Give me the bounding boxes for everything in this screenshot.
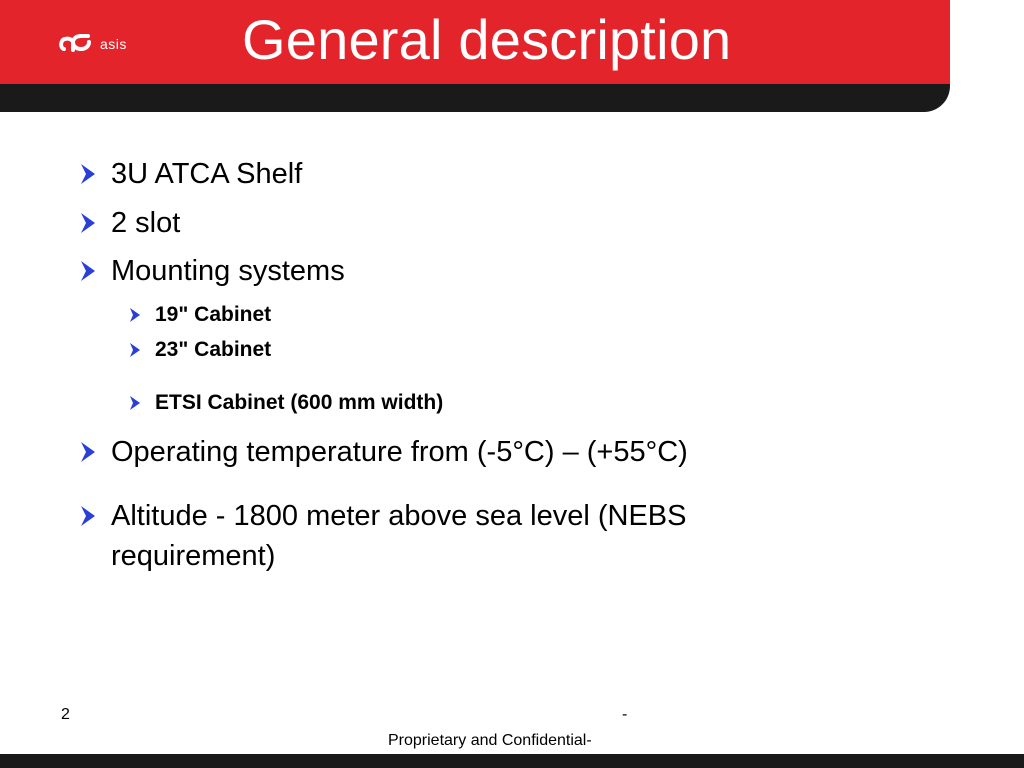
bullet-item <box>76 154 302 194</box>
confidential-notice: Proprietary and Confidential- <box>388 732 592 749</box>
bullet-item <box>76 251 345 291</box>
footer-dash: - <box>622 706 628 723</box>
bullet-text: Altitude - 1800 meter above sea level (NEBS requirement) <box>111 500 687 572</box>
sub-bullet-item <box>127 388 443 418</box>
logo-text: asis <box>100 36 127 52</box>
slide-title: General description <box>242 8 732 71</box>
bullet-text: 3U ATCA Shelf <box>111 158 303 190</box>
sub-bullet-item <box>127 300 271 330</box>
sub-bullet-item <box>127 335 271 365</box>
arrow-bullet-icon <box>127 341 143 359</box>
bullet-text: 23" Cabinet <box>155 338 272 361</box>
bullet-item <box>76 203 180 243</box>
bullet-item <box>76 432 688 472</box>
arrow-bullet-icon <box>76 257 100 285</box>
footer-bar <box>0 754 1024 768</box>
arrow-bullet-icon <box>76 438 100 466</box>
bullet-text: ETSI Cabinet (600 mm width) <box>155 391 444 414</box>
bullet-text: 19" Cabinet <box>155 303 272 326</box>
arrow-bullet-icon <box>76 160 100 188</box>
arrow-bullet-icon <box>76 502 100 530</box>
bullet-text: Mounting systems <box>111 255 345 287</box>
asis-logo <box>56 26 136 66</box>
arrow-bullet-icon <box>76 209 100 237</box>
arrow-bullet-icon <box>127 394 143 412</box>
arrow-bullet-icon <box>127 306 143 324</box>
page-number: 2 <box>61 706 70 723</box>
bullet-item <box>76 496 836 576</box>
bullet-text: Operating temperature from (-5°C) – (+55°C) <box>111 436 688 468</box>
bullet-text: 2 slot <box>111 207 181 239</box>
